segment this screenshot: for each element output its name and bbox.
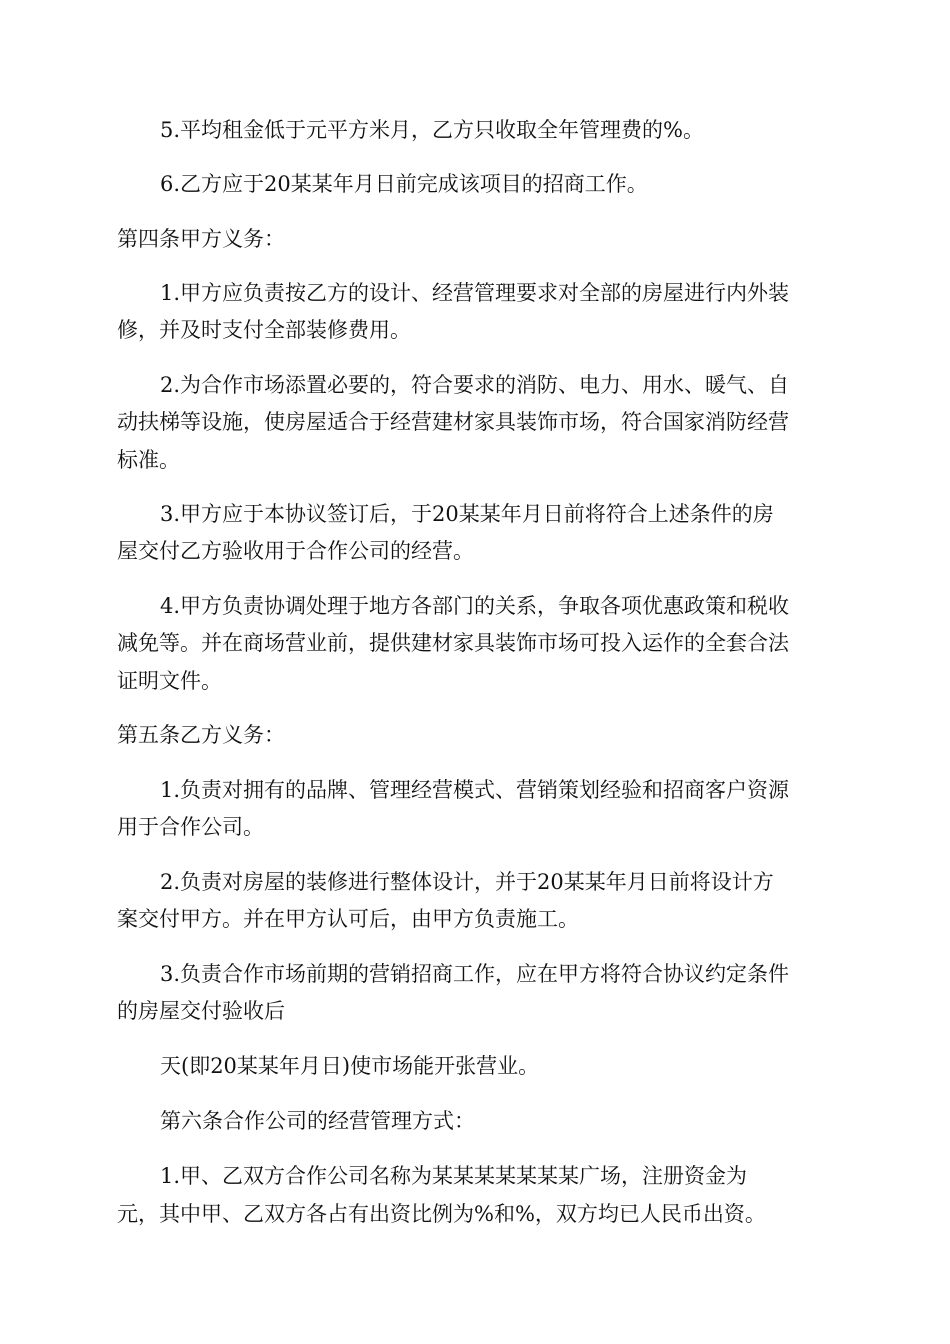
heading-clause-4: 第四条甲方义务： (117, 227, 285, 251)
clause-3-item-6: 6.乙方应于20某某年月日前完成该项目的招商工作。 (160, 172, 648, 196)
clause-4-item-4-line-3: 证明文件。 (117, 669, 222, 693)
clause-6-item-1-line-2: 元，其中甲、乙双方各占有出资比例为%和%，双方均已人民币出资。 (117, 1202, 766, 1226)
clause-4-item-3-line-2: 屋交付乙方验收用于合作公司的经营。 (117, 539, 474, 563)
clause-4-item-2-line-1: 2.为合作市场添置必要的，符合要求的消防、电力、用水、暖气、自 (160, 373, 790, 397)
clause-5-item-1-line-1: 1.负责对拥有的品牌、管理经营模式、营销策划经验和招商客户资源 (160, 778, 790, 802)
clause-4-item-2-line-3: 标准。 (117, 448, 180, 472)
clause-3-item-5: 5.平均租金低于元平方米月，乙方只收取全年管理费的%。 (160, 118, 704, 142)
clause-5-item-2-line-2: 案交付甲方。并在甲方认可后，由甲方负责施工。 (117, 907, 579, 931)
clause-5-item-1-line-2: 用于合作公司。 (117, 815, 264, 839)
clause-5-item-3-line-2: 的房屋交付验收后 (117, 999, 285, 1023)
clause-4-item-3-line-1: 3.甲方应于本协议签订后，于20某某年月日前将符合上述条件的房 (160, 502, 774, 526)
clause-4-item-4-line-2: 减免等。并在商场营业前，提供建材家具装饰市场可投入运作的全套合法 (117, 631, 789, 655)
clause-5-item-3-line-3: 天(即20某某年月日)使市场能开张营业。 (160, 1054, 540, 1078)
clause-4-item-1-line-1: 1.甲方应负责按乙方的设计、经营管理要求对全部的房屋进行内外装 (160, 281, 790, 305)
clause-5-item-2-line-1: 2.负责对房屋的装修进行整体设计，并于20某某年月日前将设计方 (160, 870, 774, 894)
clause-4-item-4-line-1: 4.甲方负责协调处理于地方各部门的关系，争取各项优惠政策和税收 (160, 594, 790, 618)
clause-5-item-3-line-1: 3.负责合作市场前期的营销招商工作，应在甲方将符合协议约定条件 (160, 962, 790, 986)
clause-4-item-2-line-2: 动扶梯等设施，使房屋适合于经营建材家具装饰市场，符合国家消防经营 (117, 410, 789, 434)
heading-clause-5: 第五条乙方义务： (117, 723, 285, 747)
clause-6-item-1-line-1: 1.甲、乙双方合作公司名称为某某某某某某某广场，注册资金为 (160, 1164, 748, 1188)
clause-4-item-1-line-2: 修，并及时支付全部装修费用。 (117, 318, 411, 342)
heading-clause-6: 第六条合作公司的经营管理方式： (160, 1109, 475, 1133)
